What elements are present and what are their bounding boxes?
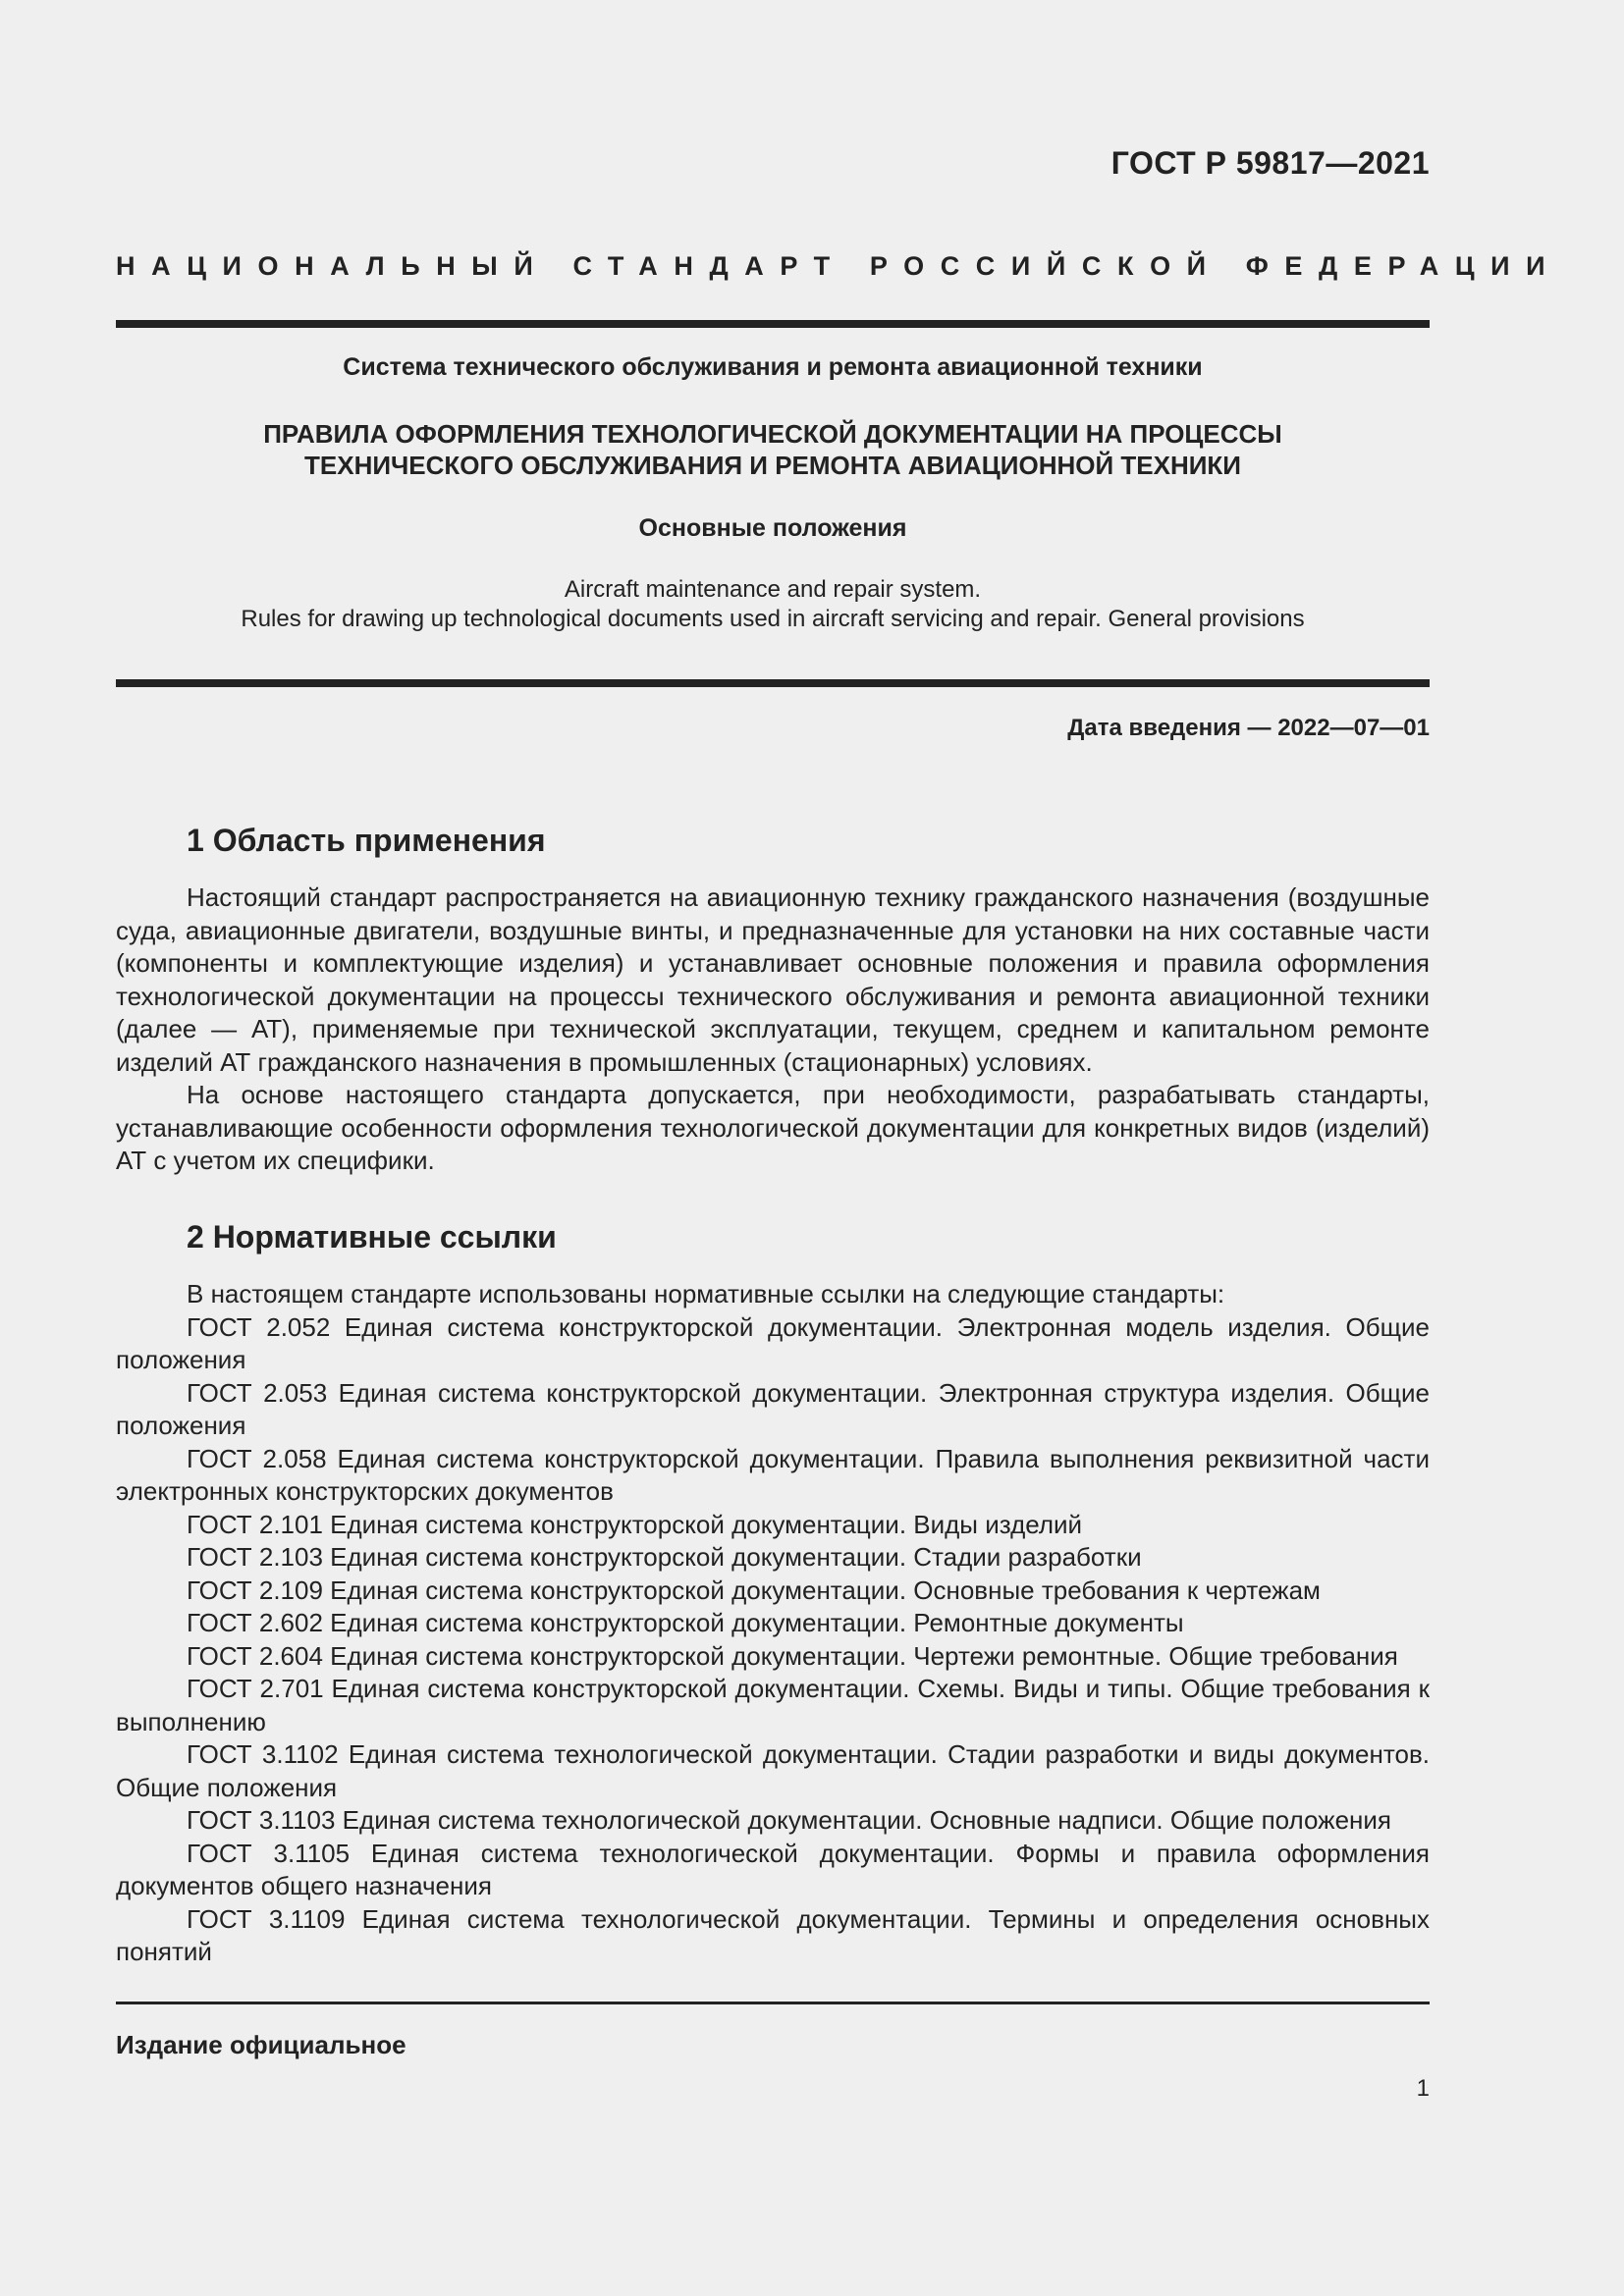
- document-page: [116, 0, 1562, 2296]
- main-title-line-1: ПРАВИЛА ОФОРМЛЕНИЯ ТЕХНОЛОГИЧЕСКОЙ ДОКУМЕНТАЦИИ НА ПРОЦЕССЫ: [263, 419, 1282, 449]
- reference-item: ГОСТ 3.1103 Единая система технологической документации. Основные надписи. Общие положения: [187, 1805, 1391, 1835]
- section-1-paragraph: Настоящий стандарт распространяется на авиационную технику гражданского назначения (воздушные суда, авиационные двигатели, воздушные винты, и предназначенные для установки на них составные части (компоненты и комплектующие изделия) и устанавливает основные положения и правила оформления технологической документации на процессы технического обслуживания и ремонта авиационной техники (далее — АТ), применяемые при технической эксплуатации, текущем, среднем и капитальном ремонте изделий АТ гражданского назначения в промышленных (стационарных) условиях.: [116, 882, 1430, 1077]
- normative-references-list: [116, 1278, 1430, 1969]
- reference-item: ГОСТ 2.109 Единая система конструкторской документации. Основные требования к чертежам: [187, 1575, 1321, 1605]
- reference-item: ГОСТ 2.103 Единая система конструкторской документации. Стадии разработки: [187, 1542, 1142, 1572]
- reference-item: ГОСТ 3.1109 Единая система технологической документации. Термины и определения основных понятий: [116, 1903, 1430, 1966]
- section-1-paragraph: На основе настоящего стандарта допускается, при необходимости, разрабатывать стандарты, устанавливающие особенности оформления технологической документации для конкретных видов (изделий) АТ с учетом их специфики.: [116, 1080, 1430, 1175]
- subtitle: Основные положения: [638, 514, 907, 542]
- reference-item: ГОСТ 2.701 Единая система конструкторской документации. Схемы. Виды и типы. Общие требования к выполнению: [116, 1674, 1430, 1736]
- reference-item: ГОСТ 2.058 Единая система конструкторской документации. Правила выполнения реквизитной части электронных конструкторских документов: [116, 1443, 1430, 1506]
- system-title: Система технического обслуживания и ремонта авиационной техники: [343, 353, 1203, 381]
- reference-item: ГОСТ 2.602 Единая система конструкторской документации. Ремонтные документы: [187, 1608, 1184, 1637]
- document-number: ГОСТ Р 59817—2021: [1110, 145, 1430, 181]
- top-divider: [116, 320, 1430, 328]
- main-title: [116, 418, 1430, 481]
- introduction-date: Дата введения — 2022—07—01: [1067, 715, 1430, 741]
- title-bottom-divider: [116, 679, 1430, 687]
- section-1-body: [116, 881, 1430, 1178]
- official-edition-label: Издание официальное: [116, 2030, 406, 2059]
- page-number: 1: [1416, 2075, 1430, 2102]
- national-standard-title: НАЦИОНАЛЬНЫЙ СТАНДАРТ РОССИЙСКОЙ ФЕДЕРАЦИИ: [116, 251, 1562, 281]
- footer-divider: [116, 2002, 1430, 2004]
- reference-item: ГОСТ 2.053 Единая система конструкторской документации. Электронная структура изделия. Общие положения: [116, 1377, 1430, 1440]
- english-title-line-2: Rules for drawing up technological documents used in aircraft servicing and repair. General provisions: [241, 606, 1305, 632]
- reference-item: ГОСТ 2.604 Единая система конструкторской документации. Чертежи ремонтные. Общие требования: [187, 1640, 1398, 1671]
- main-title-line-2: ТЕХНИЧЕСКОГО ОБСЛУЖИВАНИЯ И РЕМОНТА АВИАЦИОННОЙ ТЕХНИКИ: [304, 451, 1241, 480]
- english-title-line-1: Aircraft maintenance and repair system.: [564, 576, 982, 603]
- references-intro: В настоящем стандарте использованы нормативные ссылки на следующие стандарты:: [187, 1279, 1225, 1308]
- reference-item: ГОСТ 2.101 Единая система конструкторской документации. Виды изделий: [187, 1509, 1083, 1539]
- english-title: [116, 575, 1430, 634]
- section-1-heading: 1 Область применения: [187, 823, 546, 858]
- reference-item: ГОСТ 2.052 Единая система конструкторской документации. Электронная модель изделия. Общие положения: [116, 1311, 1430, 1374]
- section-2-heading: 2 Нормативные ссылки: [187, 1219, 557, 1255]
- reference-item: ГОСТ 3.1102 Единая система технологической документации. Стадии разработки и виды документов. Общие положения: [116, 1739, 1430, 1802]
- reference-item: ГОСТ 3.1105 Единая система технологической документации. Формы и правила оформления документов общего назначения: [116, 1838, 1430, 1900]
